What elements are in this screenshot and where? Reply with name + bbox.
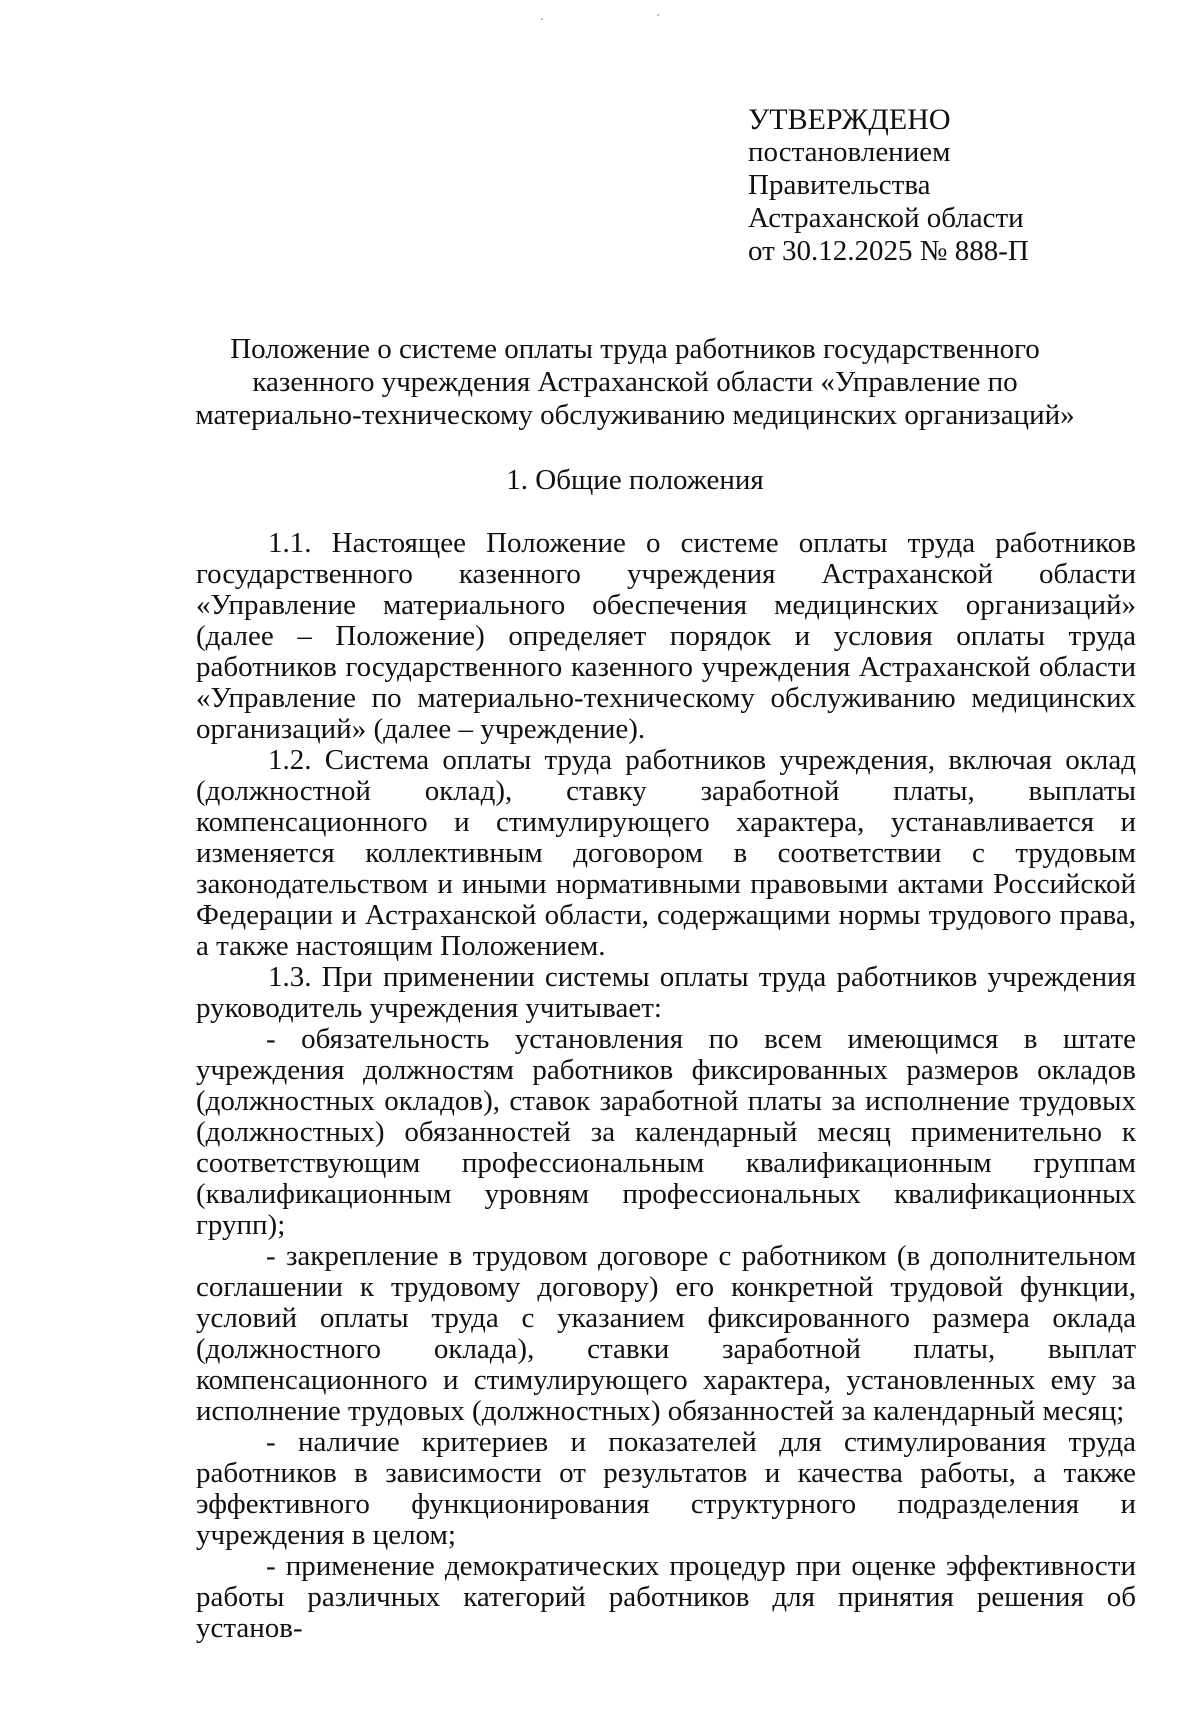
list-item: - наличие критериев и показателей для стимулирования труда работников в зависимости от результатов и качества работы, а также эффективного функционирования структурного подразделения и учреждения в целом; — [196, 1426, 1136, 1551]
approval-stamp — [748, 103, 1148, 268]
paragraph-1-3: 1.3. При применении системы оплаты труда работников учреждения руководитель учреждения учитывает: — [196, 961, 1136, 1024]
scan-speck — [657, 14, 659, 16]
paragraph-1-1: 1.1. Настоящее Положение о системе оплаты труда работников государственного казенного учреждения Астраханской области «Управление материального обеспечения медицинских организаций» (далее – Положение) определяет порядок и условия оплаты труда работников государственного казенного учреждения Астраханской области «Управление по материально-техническому обслуживанию медицинских организаций» (далее – учреждение). — [196, 527, 1136, 745]
approval-heading: УТВЕРЖДЕНО — [748, 103, 951, 136]
approval-line: постановлением — [748, 136, 951, 168]
document-body — [196, 528, 1136, 1644]
approval-line: Астраханской области — [748, 202, 1024, 234]
list-item: - закрепление в трудовом договоре с работником (в дополнительном соглашении к трудовому договору) его конкретной трудовой функции, условий оплаты труда с указанием фиксированного размера оклада (должностного оклада), ставки заработной платы, выплат компенсационного и стимулирующего характера, установленных ему за исполнение трудовых (должностных) обязанностей за календарный месяц; — [196, 1240, 1136, 1427]
approval-date-number: от 30.12.2025 № 888-П — [748, 235, 1029, 267]
list-item: - обязательность установления по всем имеющимся в штате учреждения должностям работников фиксированных размеров окладов (должностных окладов), ставок заработной платы за исполнение трудовых (должностных) обязанностей за календарный месяц применительно к соответствующим профессиональным квалификационным группам (квалификационным уровням профессиональных квалификационных групп); — [196, 1023, 1136, 1241]
scan-speck — [541, 18, 543, 20]
approval-line: Правительства — [748, 169, 931, 201]
list-item: - применение демократических процедур при оценке эффективности работы различных категорий работников для принятия решения об установ- — [196, 1550, 1136, 1644]
paragraph-1-2: 1.2. Система оплаты труда работников учреждения, включая оклад (должностной оклад), ставку заработной платы, выплаты компенсационного и стимулирующего характера, устанавливается и изменяется коллективным договором в соответствии с трудовым законодательством и иными нормативными правовыми актами Российской Федерации и Астраханской области, содержащими нормы трудового права, а также настоящим Положением. — [196, 744, 1136, 962]
document-title: Положение о системе оплаты труда работников государственного казенного учреждения Астраханской области «Управление по материально-техническому обслуживанию медицинских организаций» — [195, 333, 1075, 431]
section-heading: 1. Общие положения — [506, 464, 764, 496]
